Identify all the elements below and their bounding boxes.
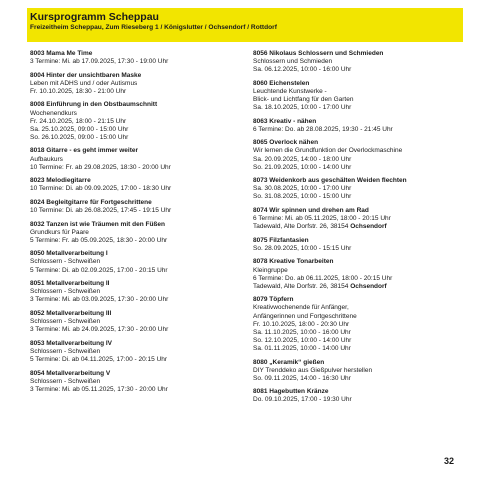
course-title: 8060 Eichenstelen	[253, 79, 310, 87]
page-subtitle: Freizeitheim Scheppau, Zum Rieseberg 1 / Königslutter / Ochsendorf / Rottdorf	[30, 24, 277, 31]
course-entry	[253, 388, 468, 404]
course-entry	[253, 237, 468, 253]
course-detail: 10 Termine: Di. ab 26.08.2025, 17:45 - 19:15 Uhr	[30, 207, 172, 214]
course-detail: Sa. 20.09.2025, 14:00 - 18:00 Uhr	[253, 155, 352, 163]
page-title: Kursprogramm Scheppau	[30, 11, 159, 23]
course-detail: Schlossern und Schmieden	[253, 58, 333, 66]
course-detail: So. 31.08.2025, 10:00 - 15:00 Uhr	[253, 193, 352, 201]
course-detail: 6 Termine: Do. ab 28.08.2025, 19:30 - 21:45 Uhr	[253, 125, 393, 133]
course-detail: Schlossern - Schweißen	[30, 377, 101, 385]
course-title: 8079 Töpfern	[253, 296, 294, 304]
course-entry	[253, 177, 468, 201]
header-banner	[27, 8, 463, 42]
course-entry	[253, 258, 468, 290]
course-detail: Sa. 30.08.2025, 10:00 - 17:00 Uhr	[253, 185, 352, 193]
course-detail: Schlossern - Schweißen	[30, 288, 101, 296]
course-detail: So. 21.09.2025, 10:00 - 14:00 Uhr	[253, 163, 352, 171]
course-detail: 5 Termine: Fr. ab 05.09.2025, 18:30 - 20:00 Uhr	[30, 236, 168, 244]
course-title: 8053 Metallverarbeitung IV	[30, 339, 113, 347]
course-detail: Tadewald, Alte Dorfstr. 26, 38154 Ochsendorf	[253, 282, 387, 290]
course-entry	[30, 221, 245, 245]
course-entry	[253, 359, 468, 383]
course-entry	[253, 118, 468, 134]
course-title: 8052 Metallverarbeitung III	[30, 309, 112, 317]
course-detail: 5 Termine: Di. ab 02.09.2025, 17:00 - 20:15 Uhr	[30, 266, 168, 274]
course-entry	[30, 280, 245, 304]
course-detail: So. 12.10.2025, 10:00 - 14:00 Uhr	[253, 336, 352, 344]
course-detail: 3 Termine: Mi. ab 05.11.2025, 17:30 - 20:00 Uhr	[30, 385, 168, 393]
course-detail: Leuchtende Kunstwerke -	[253, 87, 327, 95]
course-detail: Blick- und Lichtfang für den Garten	[253, 95, 354, 103]
course-detail: Fr. 10.10.2025, 18:30 - 21:00 Uhr	[30, 87, 127, 95]
course-entry	[30, 50, 245, 66]
course-detail: Grundkurs für Paare	[30, 228, 89, 236]
course-detail: 3 Termine: Mi. ab 17.09.2025, 17:30 - 19:00 Uhr	[30, 58, 169, 66]
course-detail: So. 28.09.2025, 10:00 - 15:15 Uhr	[253, 244, 352, 252]
course-detail: 3 Termine: Mi. ab 24.09.2025, 17:30 - 20:00 Uhr	[30, 326, 169, 334]
course-detail: Wir lernen die Grundfunktion der Overlockmaschine	[253, 147, 403, 155]
course-detail: Schlossern - Schweißen	[30, 258, 101, 266]
page-number: 32	[444, 456, 455, 466]
course-title: 8056 Nikolaus Schlossern und Schmieden	[253, 50, 384, 57]
left-course-column	[30, 50, 245, 399]
course-entry	[253, 80, 468, 112]
course-title: 8063 Kreativ - nähen	[253, 117, 317, 125]
course-title: 8023 Melodiegitarre	[30, 177, 91, 185]
course-detail: Schlossern - Schweißen	[30, 318, 101, 326]
course-entry	[30, 370, 245, 394]
course-title: 8075 Filzfantasien	[253, 236, 309, 244]
course-detail: Leben mit ADHS und / oder Autismus	[30, 79, 138, 87]
course-title: 8050 Metallverarbeitung I	[30, 250, 108, 258]
course-detail: So. 26.10.2025, 09:00 - 15:00 Uhr	[30, 133, 129, 141]
right-course-column	[253, 50, 468, 410]
course-entry	[30, 101, 245, 141]
course-entry	[30, 147, 245, 171]
course-title: 8054 Metallverarbeitung V	[30, 369, 111, 377]
course-detail: So. 09.11.2025, 14:00 - 16:30 Uhr	[253, 374, 351, 382]
course-entry	[253, 296, 468, 353]
course-title: 8073 Weidenkorb aus geschälten Weiden flechten	[253, 177, 407, 185]
course-title: 8008 Einführung in den Obstbaumschnitt	[30, 101, 158, 109]
course-title: 8080 „Keramik“ gießen	[253, 358, 325, 366]
course-title: 8051 Metallverarbeitung II	[30, 280, 110, 288]
course-detail: Sa. 06.12.2025, 10:00 - 16:00 Uhr	[253, 66, 352, 74]
course-detail: Kleingruppe	[253, 266, 288, 274]
course-detail: 10 Termine: Fr. ab 29.08.2025, 18:30 - 20:00 Uhr	[30, 163, 171, 171]
course-detail: 6 Termine: Do. ab 06.11.2025, 18:00 - 20:15 Uhr	[253, 274, 393, 282]
course-entry	[30, 72, 245, 96]
course-entry	[253, 50, 468, 74]
course-title: 8081 Hagebutten Kränze	[253, 388, 329, 396]
course-detail: Sa. 01.11.2025, 10:00 - 14:00 Uhr	[253, 344, 351, 352]
course-title: 8018 Gitarre - es geht immer weiter	[30, 147, 139, 155]
course-detail: 3 Termine: Mi. ab 03.09.2025, 17:30 - 20:00 Uhr	[30, 296, 169, 304]
course-detail: Schlossern - Schweißen	[30, 347, 101, 355]
course-detail: Sa. 25.10.2025, 09:00 - 15:00 Uhr	[30, 125, 129, 133]
course-detail: Do. 09.10.2025, 17:00 - 19:30 Uhr	[253, 396, 352, 404]
course-detail: Tadewald, Alte Dorfstr. 26, 38154 Ochsendorf	[253, 223, 387, 231]
course-entry	[30, 177, 245, 193]
course-detail: 10 Termine: Di. ab 09.09.2025, 17:00 - 18:30 Uhr	[30, 185, 172, 193]
course-detail: Fr. 10.10.2025, 18:00 - 20:30 Uhr	[253, 320, 350, 328]
course-entry	[30, 340, 245, 364]
course-detail: Anfängerinnen und Fortgeschrittene	[253, 312, 357, 320]
course-detail: Sa. 18.10.2025, 10:00 - 17:00 Uhr	[253, 104, 352, 112]
course-title: 8032 Tanzen ist wie Träumen mit den Füßen	[30, 220, 165, 228]
course-title: 8065 Overlock nähen	[253, 139, 319, 147]
course-detail: Aufbaukurs	[30, 155, 63, 163]
course-title: 8004 Hinter der unsichtbaren Maske	[30, 71, 142, 79]
course-entry	[30, 199, 245, 215]
course-detail: 5 Termine: Di. ab 04.11.2025, 17:00 - 20:15 Uhr	[30, 355, 168, 363]
course-entry	[253, 207, 468, 231]
course-detail: 6 Termine: Mi. ab 05.11.2025, 18:00 - 20:15 Uhr	[253, 215, 391, 223]
course-entry	[30, 310, 245, 334]
course-detail: Kreativwochenende für Anfänger,	[253, 304, 349, 312]
course-detail: Wochenendkurs	[30, 109, 77, 117]
course-entry	[30, 250, 245, 274]
course-title: 8074 Wir spinnen und drehen am Rad	[253, 207, 369, 214]
course-detail: DIY Trenddeko aus Gießpulver herstellen	[253, 366, 373, 374]
course-entry	[253, 139, 468, 171]
course-title: 8078 Kreative Tonarbeiten	[253, 258, 334, 266]
course-title: 8024 Begleitgitarre für Fortgeschrittene	[30, 198, 152, 206]
course-detail: Sa. 11.10.2025, 10:00 - 16:00 Uhr	[253, 328, 351, 336]
course-title: 8003 Mama Me Time	[30, 50, 93, 57]
course-detail: Fr. 24.10.2025, 18:00 - 21:15 Uhr	[30, 117, 127, 125]
